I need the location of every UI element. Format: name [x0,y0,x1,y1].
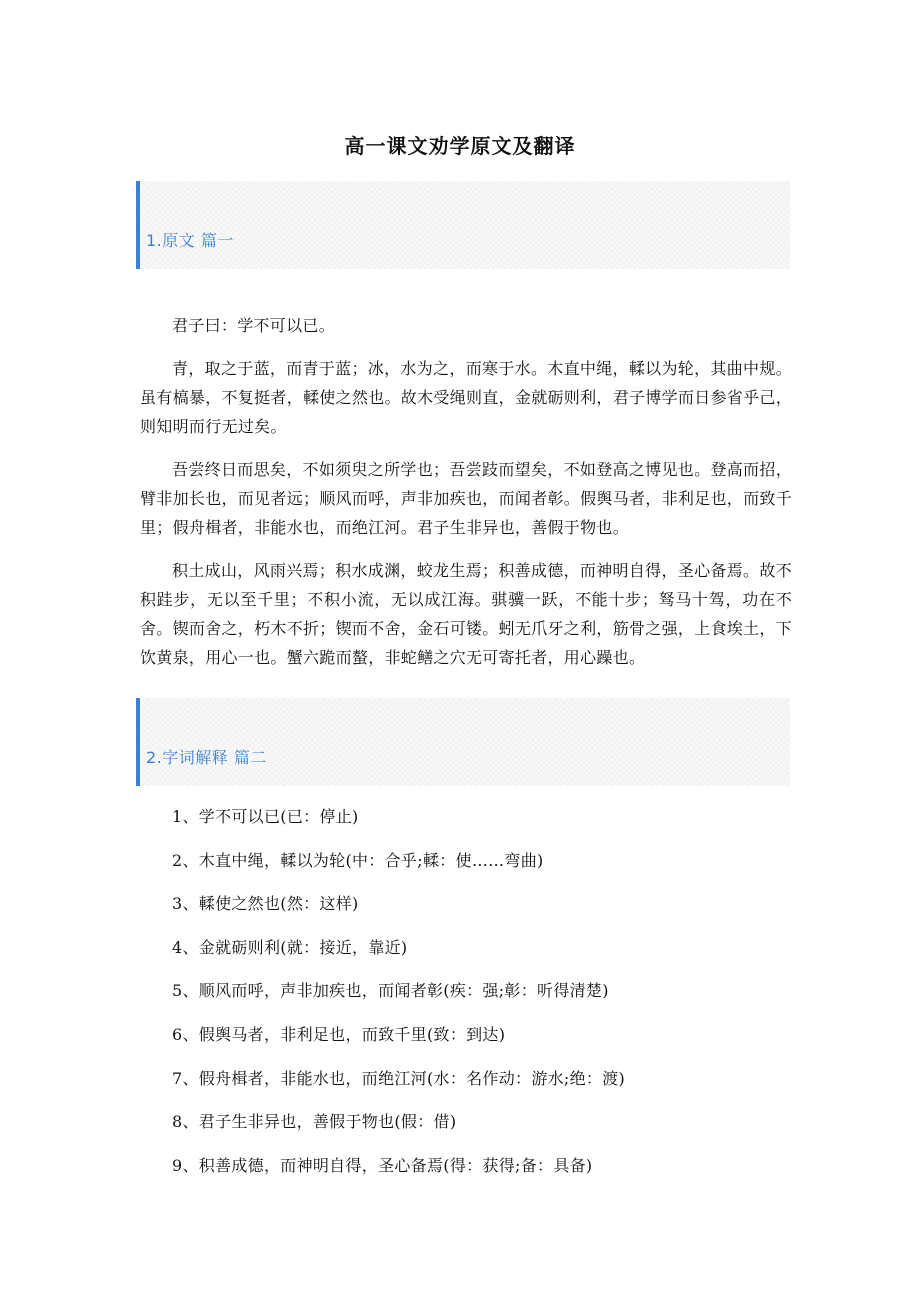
glossary-item: 1、学不可以已(已：停止) [172,807,359,826]
paragraph: 君子曰：学不可以已。 [172,316,336,335]
glossary-list [140,802,792,1194]
glossary-item: 6、假舆马者，非利足也，而致千里(致：到达) [172,1024,506,1044]
paragraph: 青，取之于蓝，而青于蓝；冰，水为之，而寒于水。木直中绳，輮以为轮，其曲中规。虽有槁暴，不复挺者，輮使之然也。故木受绳则直，金就砺则利，君子博学而日参省乎己，则知明而行无过矣。 [140,359,793,436]
section-header-glossary [136,698,790,786]
paragraph: 积土成山，风雨兴焉；积水成渊，蛟龙生焉；积善成德，而神明自得，圣心备焉。故不积跬步，无以至千里；不积小流，无以成江海。骐骥一跃，不能十步；驽马十驾，功在不舍。锲而舍之，朽木不折；锲而不舍，金石可镂。蚓无爪牙之利，筋骨之强，上食埃土，下饮黄泉，用心一也。蟹六跪而螯，非蛇鳝之穴无可寄托者，用心躁也。 [140,561,793,667]
section-heading-glossary: 2.字词解释 篇二 [146,748,267,767]
glossary-item: 7、假舟楫者，非能水也，而绝江河(水：名作动：游水;绝：渡) [172,1068,626,1088]
glossary-item: 9、积善成德，而神明自得，圣心备焉(得：获得;备：具备) [172,1155,593,1175]
original-text [140,311,792,686]
glossary-item: 4、金就砺则利(就：接近，靠近) [172,937,408,957]
glossary-item: 3、輮使之然也(然：这样) [172,894,359,914]
glossary-item: 5、顺风而呼，声非加疾也，而闻者彰(疾：强;彰：听得清楚) [172,981,609,1001]
section-heading-original: 1.原文 篇一 [146,231,234,250]
section-header-original [136,181,790,269]
glossary-item: 2、木直中绳，輮以为轮(中：合乎;輮：使……弯曲) [172,850,544,870]
document-title: 高一课文劝学原文及翻译 [344,134,576,158]
paragraph: 吾尝终日而思矣，不如须臾之所学也；吾尝跂而望矣，不如登高之博见也。登高而招，臂非加长也，而见者远；顺风而呼，声非加疾也，而闻者彰。假舆马者，非利足也，而致千里；假舟楫者，非能水也，而绝江河。君子生非异也，善假于物也。 [140,460,793,537]
glossary-item: 8、君子生非异也，善假于物也(假：借) [172,1112,457,1132]
